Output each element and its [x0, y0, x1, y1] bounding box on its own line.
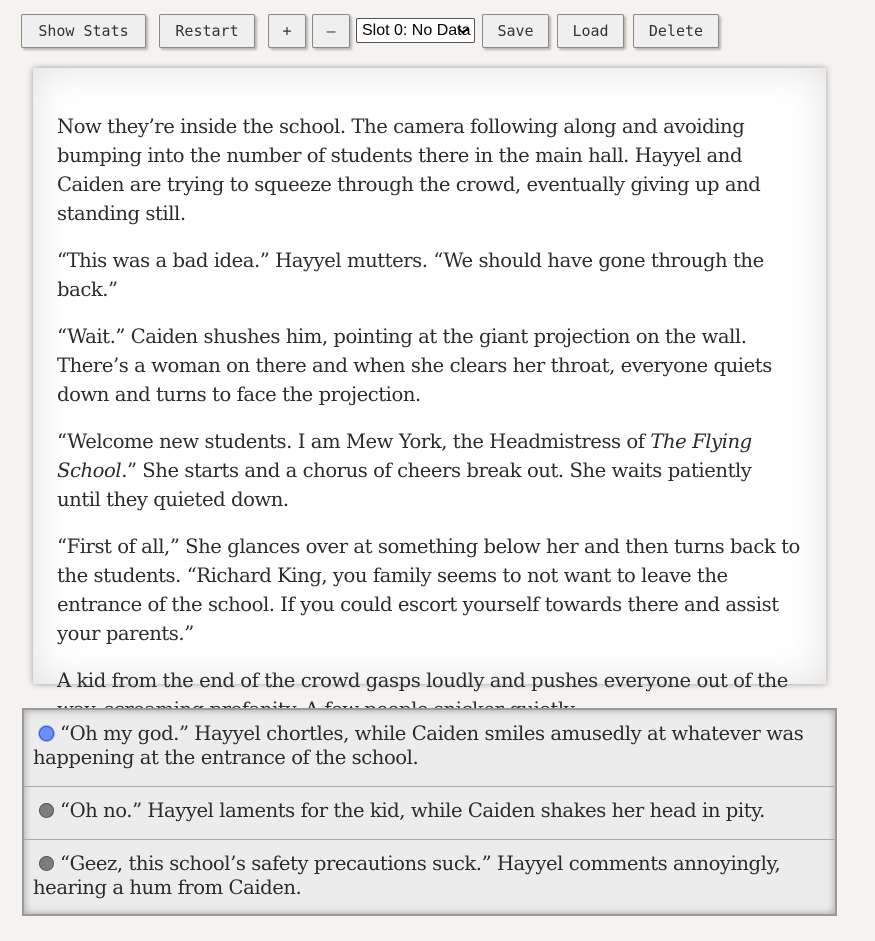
- radio-selected-icon[interactable]: [39, 726, 54, 741]
- passage-paragraph-4-end: .” She starts and a chorus of cheers break out. She waits patiently until they quieted down.: [57, 459, 752, 511]
- restart-button[interactable]: Restart: [159, 14, 255, 48]
- school-title: The Flying School: [57, 430, 752, 482]
- save-slot-value: Slot 0: No Data: [362, 21, 471, 39]
- passage-paragraph-4: [57, 427, 800, 514]
- font-increase-button[interactable]: +: [268, 14, 306, 48]
- toolbar: [0, 0, 875, 60]
- choice-option-2[interactable]: [24, 787, 835, 840]
- passage-paragraph-1: Now they’re inside the school. The camera following along and avoiding bumping into the number of students there in the main hall. Hayyel and Caiden are trying to squeeze through the crowd, eventually giving up and standing still.: [57, 115, 761, 225]
- radio-unselected-icon[interactable]: [39, 856, 54, 871]
- choice-option-3[interactable]: [24, 840, 835, 914]
- story-passage: [33, 68, 826, 692]
- passage-paragraph-2: “This was a bad idea.” Hayyel mutters. “We should have gone through the back.”: [57, 249, 764, 301]
- choice-option-1[interactable]: [24, 710, 835, 787]
- radio-unselected-icon[interactable]: [39, 803, 54, 818]
- save-button[interactable]: Save: [482, 14, 549, 48]
- passage-paragraph-6: A kid from the end of the crowd gasps loudly and pushes everyone out of the: [57, 669, 788, 692]
- font-decrease-button[interactable]: –: [312, 14, 350, 48]
- delete-button[interactable]: Delete: [633, 14, 719, 48]
- passage-paragraph-5: “First of all,” She glances over at something below her and then turns back to the students. “Richard King, you family seems to not want to leave the entrance of the school. If you could escort yourself towards there and assist your parents.”: [57, 535, 800, 645]
- chevron-down-icon: [456, 23, 470, 37]
- choice-list: [22, 708, 837, 916]
- load-button[interactable]: Load: [557, 14, 624, 48]
- choice-option-1-label: “Oh my god.” Hayyel chortles, while Caiden smiles amusedly at whatever was happening at the entrance of the school.: [33, 722, 804, 769]
- passage-paragraph-4-start: “Welcome new students. I am Mew York, the Headmistress of: [57, 430, 651, 453]
- passage-paragraph-3: “Wait.” Caiden shushes him, pointing at the giant projection on the wall. There’s a woman on there and when she clears her throat, everyone quiets down and turns to face the projection.: [57, 325, 772, 406]
- choice-option-2-label: “Oh no.” Hayyel laments for the kid, while Caiden shakes her head in pity.: [60, 799, 765, 822]
- choice-option-3-label: “Geez, this school’s safety precautions suck.” Hayyel comments annoyingly, hearing a hum from Caiden.: [33, 852, 781, 899]
- save-slot-select[interactable]: [356, 18, 475, 43]
- show-stats-button[interactable]: Show Stats: [21, 14, 146, 48]
